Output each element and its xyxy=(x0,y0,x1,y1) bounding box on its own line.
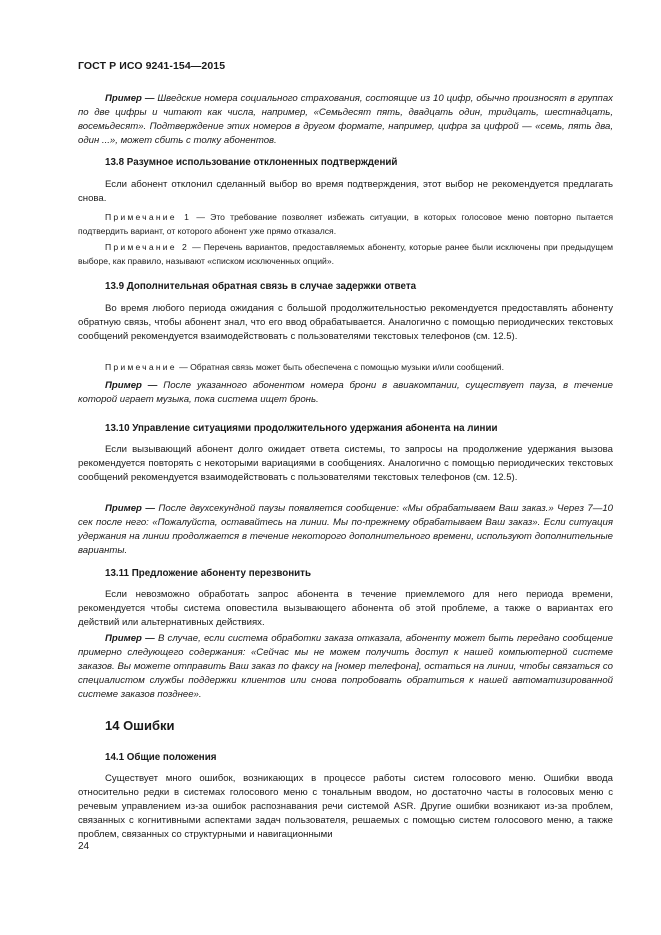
note-label: Примечание 2 xyxy=(105,242,189,252)
section-13-11-paragraph: Если невозможно обработать запрос абонента в течение приемлемого для него периода времени, рекомендуется чтобы система оповестила вызывающего абонента об этой проблеме, а также о вариантах его действий или альтернативных действиях. xyxy=(78,589,613,628)
section-13-9-paragraph: Во время любого периода ожидания с большой продолжительностью рекомендуется предоставлять абоненту обратную связь, чтобы абонент знал, что его ввод обрабатывается. Аналогично с помощью периодических текстовых сообщений рекомендуется взаимодействовать с пользователями текстовых телефонов (см. 12.5). xyxy=(78,303,613,342)
example-text: После двухсекундной паузы появляется сообщение: «Мы обрабатываем Ваш заказ.» Через 7—10 сек после него: «Пожалуйста, оставайтесь на линии. Мы по-прежнему обрабатываем Ваш заказ». Если ситуация удержания на линии продолжается в течение некоторого дополнительного времени, используют дополнительные варианты. xyxy=(78,503,613,556)
example-swedish-numbers xyxy=(78,92,613,148)
example-13-11 xyxy=(78,632,613,702)
note-text: — Это требование позволяет избежать ситуации, в которых голосовое меню повторно пытается подтвердить вариант, от которого абонент уже прямо отказался. xyxy=(78,212,613,236)
section-14-1-heading: 14.1 Общие положения xyxy=(105,752,217,763)
example-text: В случае, если система обработки заказа отказала, абоненту может быть передано сообщение примерно следующего содержания: «Сейчас мы не можем получить доступ к нашей компьютерной системе заказов. Вы можете отправить Ваш заказ по факсу на [номер телефона], остаться на линии, чтобы связаться со специалистом службы поддержки клиентов или снова попробовать обратиться к нашей автоматизированной системе заказов позднее». xyxy=(78,633,613,700)
section-13-10-paragraph: Если вызывающий абонент долго ожидает ответа системы, то запросы на продолжение удержания вызова рекомендуется повторять с некоторыми вариациями в сообщениях. Аналогично с помощью периодических текстовых сообщений рекомендуется взаимодействовать с пользователями текстовых телефонов (см. 12.5). xyxy=(78,444,613,483)
note-13-8-1 xyxy=(78,210,613,238)
example-13-9 xyxy=(78,379,613,407)
section-13-11-heading: 13.11 Предложение абоненту перезвонить xyxy=(105,568,312,579)
section-13-8-paragraph: Если абонент отклонил сделанный выбор во время подтверждения, этот выбор не рекомендуется предлагать снова. xyxy=(78,179,613,204)
example-label: Пример — xyxy=(105,503,155,514)
example-label: Пример — xyxy=(105,93,155,104)
section-13-9-heading: 13.9 Дополнительная обратная связь в случае задержки ответа xyxy=(105,281,417,292)
example-text: После указанного абонентом номера брони в авиакомпании, существует пауза, в течение которой играет музыка, пока система ищет бронь. xyxy=(78,380,613,405)
note-label: Примечание xyxy=(105,362,177,372)
example-13-10 xyxy=(78,502,613,558)
note-text: — Обратная связь может быть обеспечена с помощью музыки и/или сообщений. xyxy=(176,362,504,372)
section-14-heading: 14 Ошибки xyxy=(105,718,175,733)
note-label: Примечание 1 xyxy=(105,212,192,222)
example-label: Пример — xyxy=(105,380,158,391)
document-header: ГОСТ Р ИСО 9241-154—2015 xyxy=(78,60,226,72)
section-13-10-heading: 13.10 Управление ситуациями продолжительного удержания абонента на линии xyxy=(105,423,498,434)
note-text: — Перечень вариантов, предоставляемых абоненту, которые ранее были исключены при предыдущем выборе, как правило, называют «списком исключенных опций». xyxy=(78,242,613,266)
note-13-9 xyxy=(78,360,613,374)
section-13-8-heading: 13.8 Разумное использование отклоненных подтверждений xyxy=(105,157,398,168)
section-14-1-paragraph: Существует много ошибок, возникающих в процессе работы систем голосового меню. Ошибки ввода относительно редки в системах голосового меню с тональным вводом, но достаточно часты в голосовых меню с речевым управлением из-за ошибок распознавания речи системой ASR. Другие ошибки возникают из-за проблем, связанных с когнитивными аспектами задач пользователя, решаемых с помощью систем голосового меню, а также проблем, связанных со структурными и навигационными xyxy=(78,773,613,840)
page-number: 24 xyxy=(78,841,90,852)
example-text: Шведские номера социального страхования, состоящие из 10 цифр, обычно произносят в группах по две цифры и читают как числа, например, «Семьдесят пять, двадцать один, тридцать, шестнадцать, восемьдесят». Подтверждение этих номеров в другом формате, например, цифра за цифрой — «семь, пять два, один ...», может сбить с толку абонентов. xyxy=(78,93,613,146)
note-13-8-2 xyxy=(78,240,613,268)
example-label: Пример — xyxy=(105,633,155,644)
